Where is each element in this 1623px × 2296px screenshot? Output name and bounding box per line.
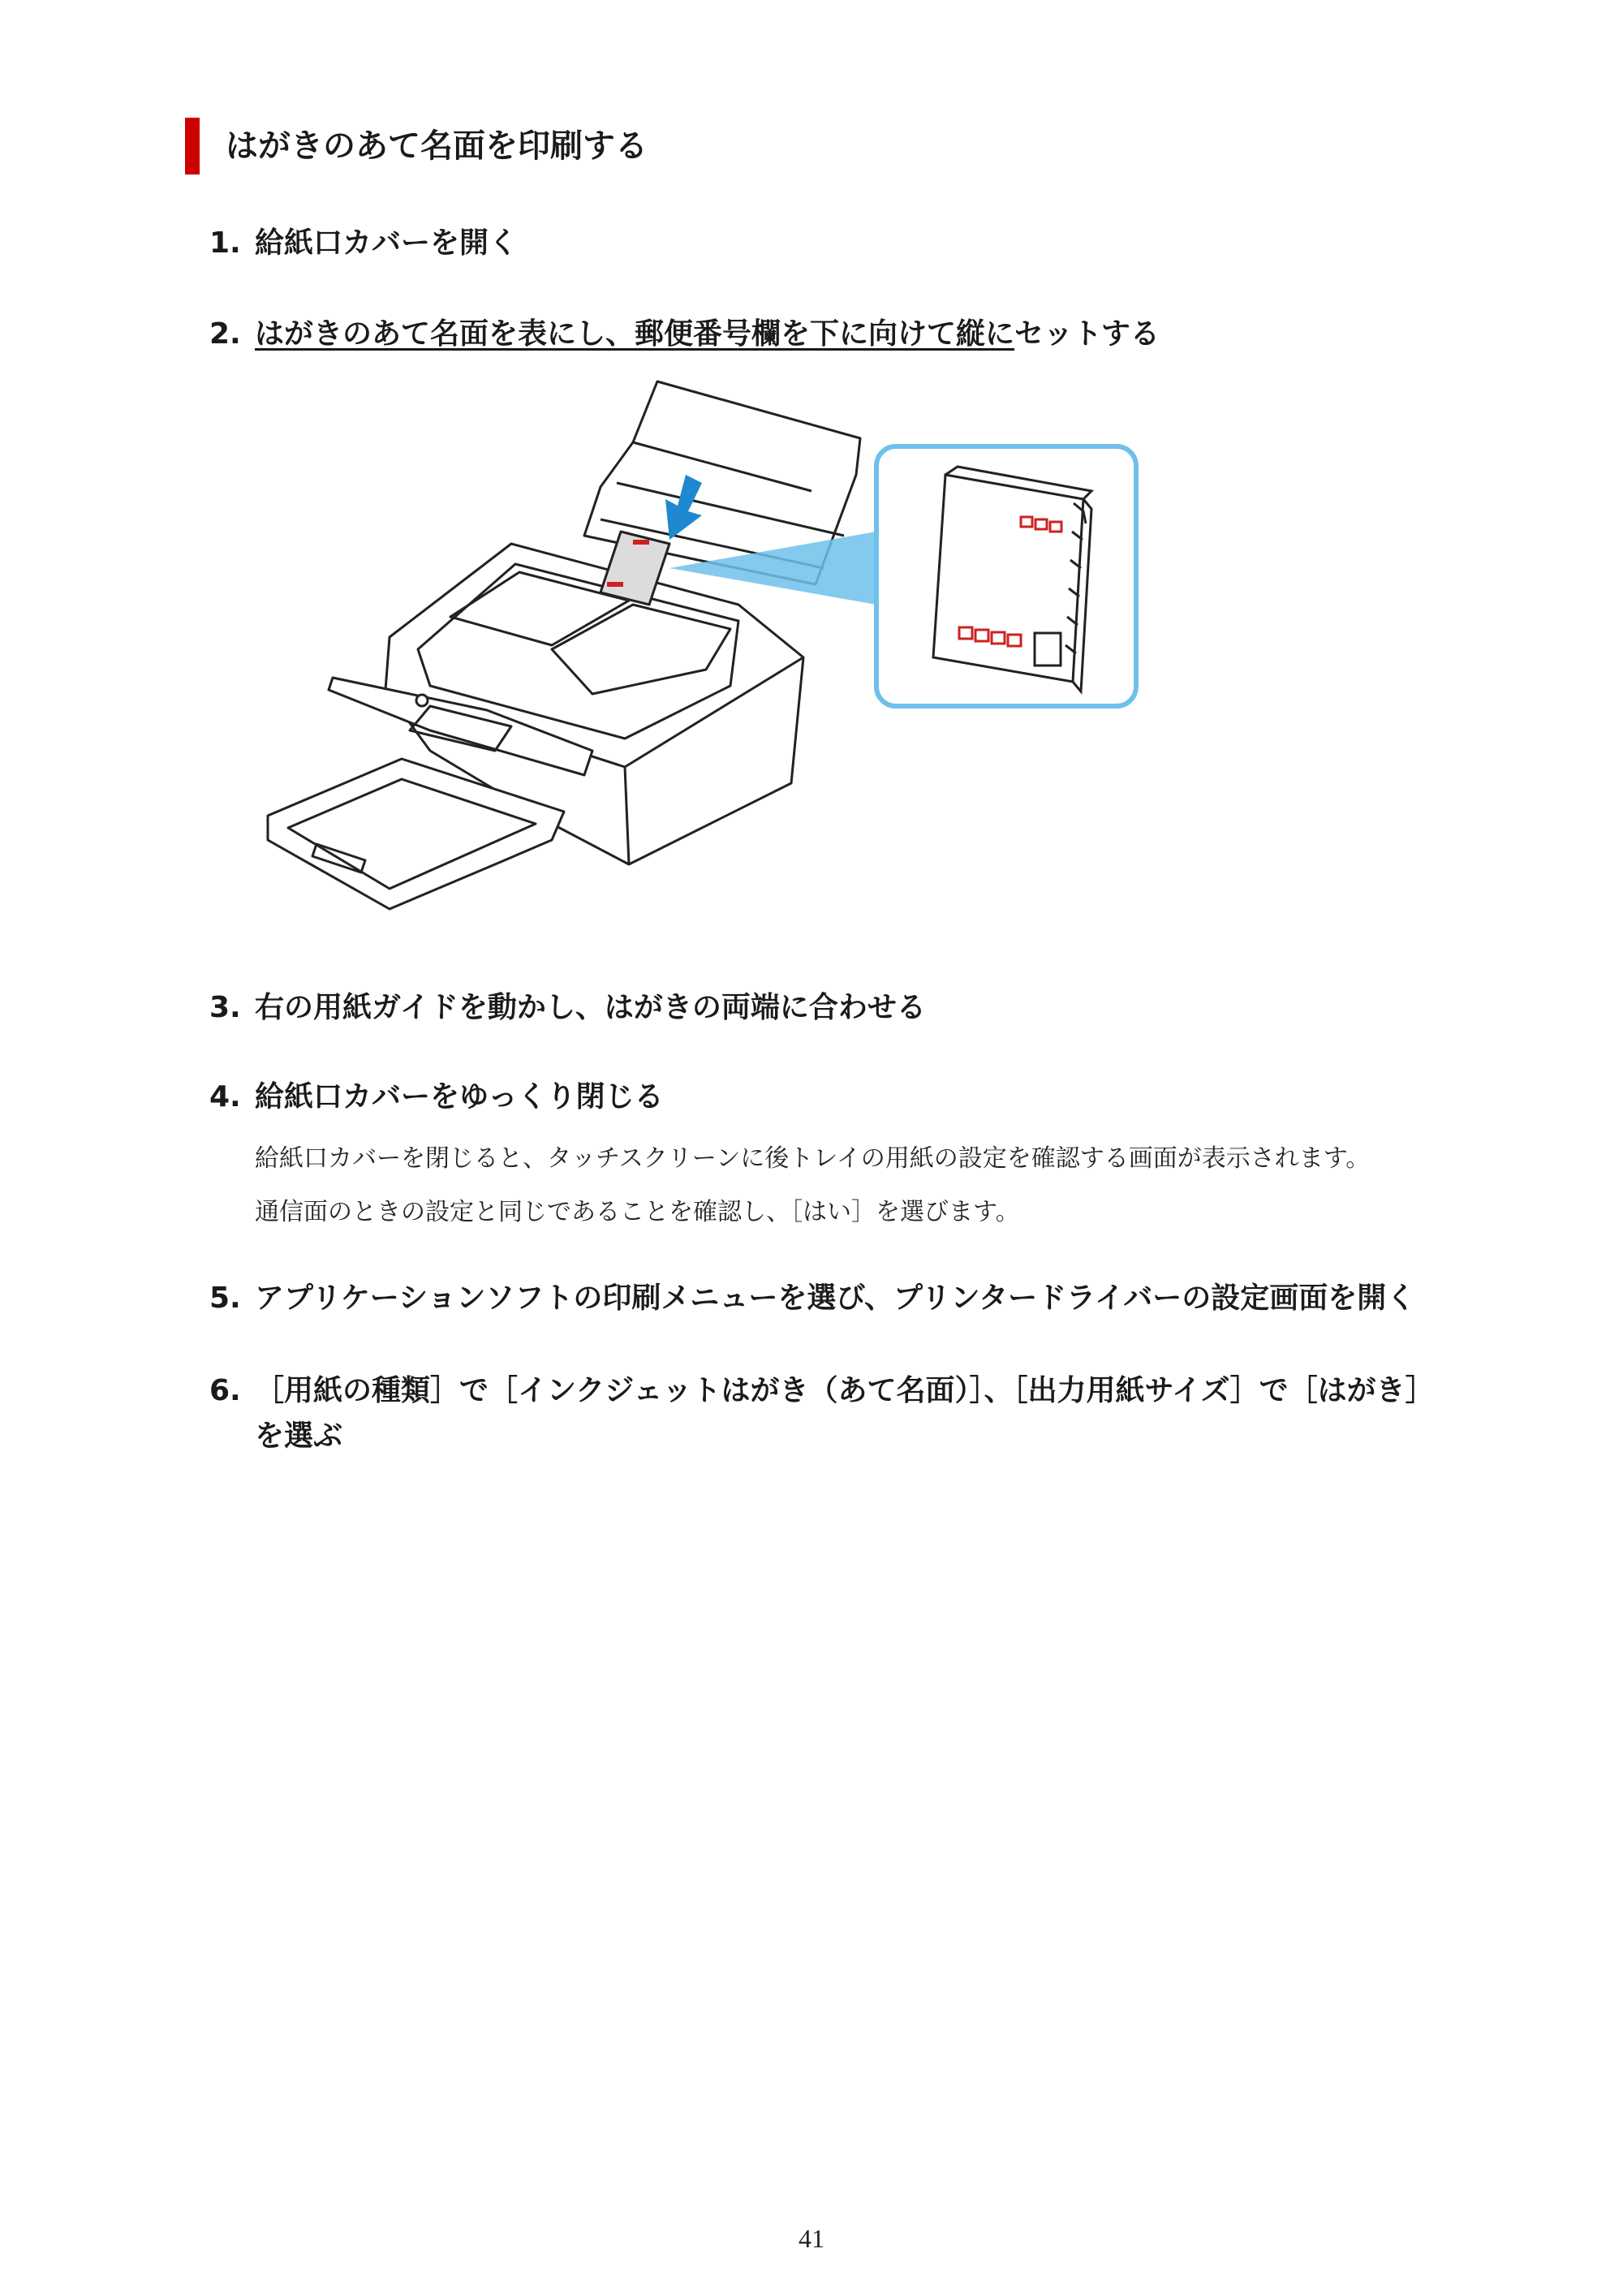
- step-4-note-1: 給紙口カバーを閉じると、タッチスクリーンに後トレイの用紙の設定を確認する画面が表示されます。: [255, 1144, 1371, 1173]
- step-text: 給紙口カバーをゆっくり閉じる: [255, 1080, 664, 1114]
- step-3: [209, 985, 926, 1031]
- page-number: 41: [799, 2224, 824, 2253]
- step-text: アプリケーションソフトの印刷メニューを選び、プリンタードライバーの設定画面を開く: [255, 1282, 1416, 1315]
- step-text: 給紙口カバーを開く: [255, 226, 519, 260]
- step-text-underlined: はがきのあて名面を表にし、郵便番号欄を下に向けて縦に: [255, 317, 1015, 351]
- page-title: はがきのあて名面を印刷する: [226, 127, 648, 165]
- step-number: 5.: [209, 1282, 241, 1315]
- step-4: [209, 1075, 664, 1120]
- step-number: 4.: [209, 1080, 241, 1114]
- title-accent-bar: [185, 118, 200, 174]
- step-2: [209, 312, 1160, 357]
- step-6: [209, 1368, 1524, 1459]
- step-text-line-1: ［用紙の種類］で［インクジェットはがき（あて名面）］、［出力用紙サイズ］で［はがき］: [255, 1374, 1435, 1407]
- step-number: 2.: [209, 317, 241, 351]
- postcard-stack: [933, 467, 1091, 691]
- step-text: セットする: [1014, 317, 1160, 351]
- step-4-note-2: 通信面のときの設定と同じであることを確認し、［はい］を選びます。: [255, 1198, 1020, 1226]
- step-1: [209, 221, 518, 266]
- step-text: 右の用紙ガイドを動かし、はがきの両端に合わせる: [255, 991, 926, 1024]
- step-5: [209, 1276, 1415, 1321]
- step-number: 6.: [209, 1374, 241, 1407]
- printer-illustration: [243, 369, 1144, 929]
- step-number: 1.: [209, 226, 241, 260]
- step-text-line-2: を選ぶ: [255, 1419, 343, 1453]
- step-number: 3.: [209, 991, 241, 1024]
